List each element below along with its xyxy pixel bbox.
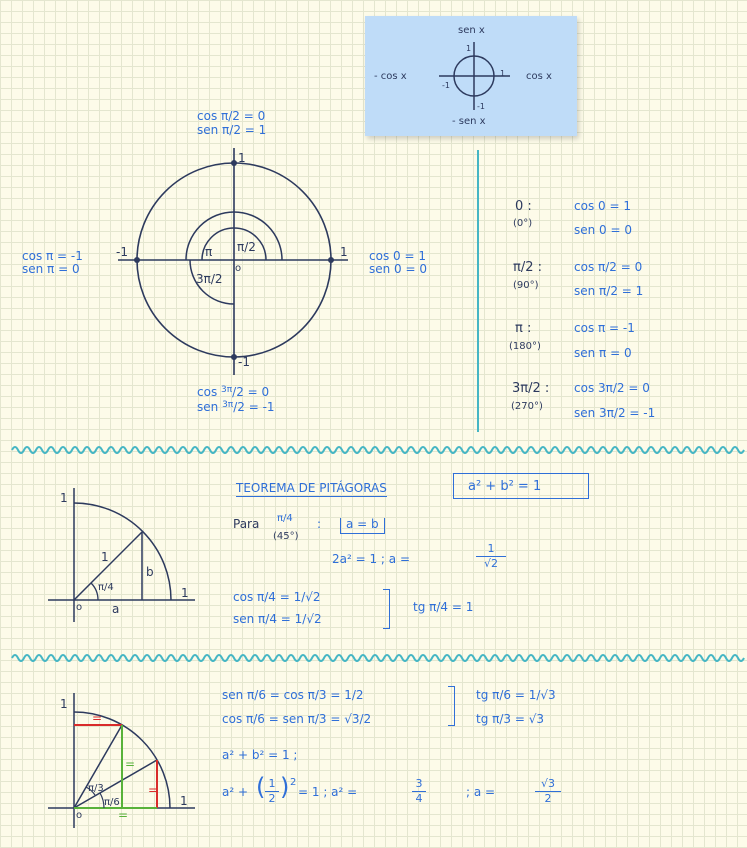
card-sen-top: sen x xyxy=(458,25,485,36)
eq2-fraction-2 xyxy=(412,778,426,805)
pyth-d-one-right: 1 xyxy=(181,586,189,600)
row3-deg: (270°) xyxy=(511,401,543,412)
bottom-sen-label: sen $^{3\pi}$/2 = -1 xyxy=(197,400,275,414)
eq2-den-1: 2 xyxy=(268,792,276,805)
eq-mark-red-side: = xyxy=(148,783,159,797)
eq2-square: 2 xyxy=(290,777,297,788)
card-tick-top: 1 xyxy=(466,44,472,53)
circle-tick-left: -1 xyxy=(116,245,128,259)
paren-close: ) xyxy=(280,773,290,801)
row3-cos: cos 3π/2 = 0 xyxy=(574,381,650,395)
para-colon: : xyxy=(317,517,322,531)
sixths-d-pi3: π/3 xyxy=(88,783,104,794)
eq2-num-2: 3 xyxy=(415,777,423,790)
frac-den: √2 xyxy=(483,557,498,570)
angle-three-pi-half: 3π/2 xyxy=(196,272,223,286)
card-cos-left: - cos x xyxy=(374,71,407,82)
pythagoras-formula: a² + b² = 1 xyxy=(468,479,542,494)
sixths-d-one-right: 1 xyxy=(180,794,188,808)
pyth-d-hyp: 1 xyxy=(101,550,109,564)
pyth-sen-line: sen π/4 = 1/√2 xyxy=(233,612,322,626)
sixths-eq1: a² + b² = 1 ; xyxy=(222,748,298,762)
sixths-eq2b: = 1 ; a² = xyxy=(298,785,358,799)
row0-cos: cos 0 = 1 xyxy=(574,199,631,213)
sixths-eq2c: ; a = xyxy=(466,785,496,799)
pyth-cos-line: cos π/4 = 1/√2 xyxy=(233,590,321,604)
card-tick-right: 1 xyxy=(500,69,506,78)
left-sen-label: sen π = 0 xyxy=(22,262,80,276)
para-label: Para xyxy=(233,517,260,531)
sixths-d-origin: o xyxy=(76,810,83,821)
eq-mark-green-bottom: = xyxy=(118,808,129,822)
row0-angle: 0 : xyxy=(515,199,532,214)
sixths-line1: sen π/6 = cos π/3 = 1/2 xyxy=(222,688,364,702)
eq-mark-green-side: = xyxy=(125,757,136,771)
circle-tick-bottom: -1 xyxy=(238,355,250,369)
top-cos-label: cos π/2 = 0 xyxy=(197,109,266,123)
sixths-tg2: tg π/3 = √3 xyxy=(476,712,545,726)
card-sen-bottom: - sen x xyxy=(452,116,486,127)
paren-open: ( xyxy=(256,773,266,801)
row1-cos: cos π/2 = 0 xyxy=(574,260,643,274)
eq2-fraction-1 xyxy=(265,778,279,805)
para-angle: π/4 xyxy=(277,513,293,524)
row0-deg: (0°) xyxy=(513,218,533,229)
right-cos-label: cos 0 = 1 xyxy=(369,249,426,263)
pyth-tg-line: tg π/4 = 1 xyxy=(413,600,474,614)
frac-num: 1 xyxy=(487,542,495,555)
sixths-d-one-top: 1 xyxy=(60,697,68,711)
eq2-num-3: √3 xyxy=(540,777,555,790)
a-equals-b: a = b xyxy=(340,518,385,534)
row2-sen: sen π = 0 xyxy=(574,346,632,360)
eq2-den-3: 2 xyxy=(544,792,552,805)
right-sen-label: sen 0 = 0 xyxy=(369,262,428,276)
sixths-line2: cos π/6 = sen π/3 = √3/2 xyxy=(222,712,372,726)
eq2-num-1: 1 xyxy=(268,777,276,790)
sixths-d-pi6: π/6 xyxy=(104,797,120,808)
row2-deg: (180°) xyxy=(509,341,541,352)
pyth-eq1: 2a² = 1 ; a = xyxy=(332,552,411,566)
eq2-den-2: 4 xyxy=(415,792,423,805)
angle-pi-half: π/2 xyxy=(237,240,256,254)
sixths-tg1: tg π/6 = 1/√3 xyxy=(476,688,556,702)
eq2-fraction-3 xyxy=(535,778,561,805)
left-cos-label: cos π = -1 xyxy=(22,249,83,263)
row1-sen: sen π/2 = 1 xyxy=(574,284,644,298)
circle-tick-top: 1 xyxy=(238,151,246,165)
row2-angle: π : xyxy=(515,321,532,336)
pyth-d-b: b xyxy=(146,565,154,579)
bottom-cos-label: cos $^{3\pi}$/2 = 0 xyxy=(197,385,270,399)
card-cos-right: cos x xyxy=(526,71,552,82)
row1-deg: (90°) xyxy=(513,280,539,291)
pyth-d-one-top: 1 xyxy=(60,491,68,505)
row1-angle: π/2 : xyxy=(513,260,542,275)
circle-origin: o xyxy=(235,263,242,274)
card-tick-left: -1 xyxy=(442,81,450,90)
pyth-d-angle: π/4 xyxy=(98,582,114,593)
card-tick-bottom: -1 xyxy=(477,102,485,111)
pythagoras-title: TEOREMA DE PITÁGORAS xyxy=(236,481,387,495)
circle-tick-right: 1 xyxy=(340,245,348,259)
eq-mark-red-top: = xyxy=(92,711,103,725)
para-deg: (45°) xyxy=(273,531,299,542)
pyth-d-a: a xyxy=(112,602,120,616)
sixths-eq2a: a² + xyxy=(222,785,249,799)
row2-cos: cos π = -1 xyxy=(574,321,635,335)
sixths-bracket xyxy=(448,686,455,726)
row3-sen: sen 3π/2 = -1 xyxy=(574,406,656,420)
row0-sen: sen 0 = 0 xyxy=(574,223,633,237)
row3-angle: 3π/2 : xyxy=(512,381,550,396)
pyth-d-origin: o xyxy=(76,602,83,613)
angle-pi: π xyxy=(205,245,213,259)
top-sen-label: sen π/2 = 1 xyxy=(197,123,267,137)
